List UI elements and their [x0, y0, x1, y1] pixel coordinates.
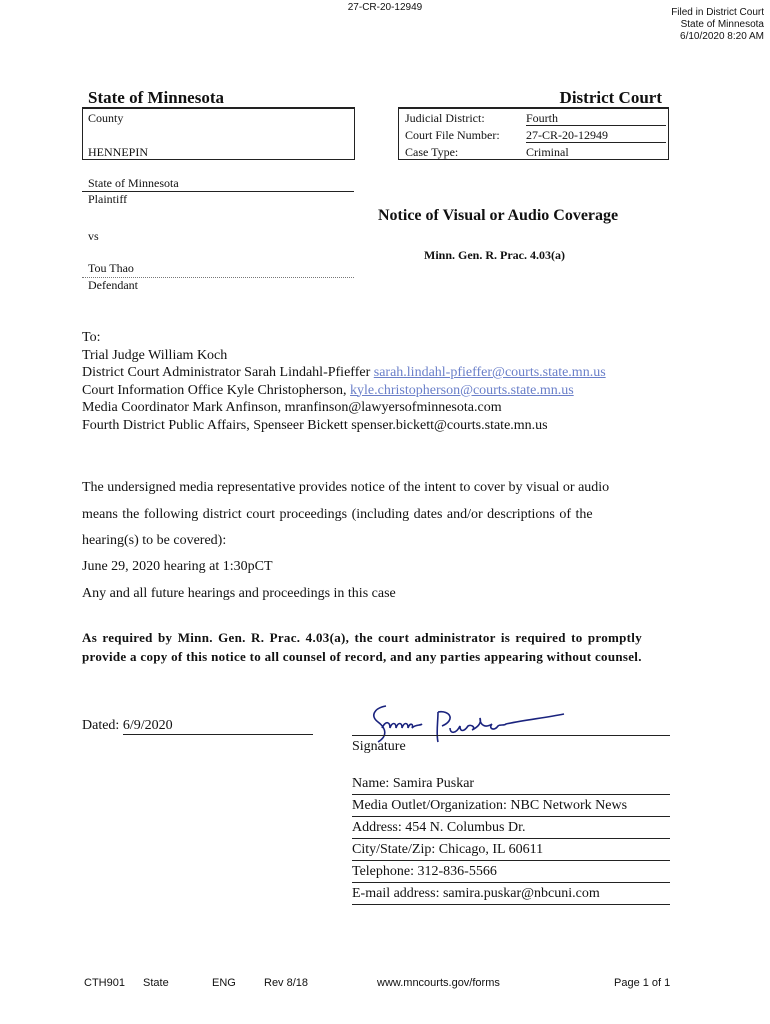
requirement-paragraph: As required by Minn. Gen. R. Prac. 4.03(a), the court administrator is required to promptly provide a copy of this notice to all counsel of record, and any parties appearing without counsel.	[82, 630, 642, 664]
administrator-email-link[interactable]: sarah.lindahl-pfieffer@courts.state.mn.us	[373, 365, 606, 380]
county-label: County	[88, 111, 124, 125]
recipient-information-office	[82, 382, 606, 400]
state-heading: State of Minnesota	[88, 88, 224, 107]
filed-line-3: 6/10/2020 8:20 AM	[680, 31, 764, 42]
filed-line-1: Filed in District Court	[671, 7, 764, 18]
recipient-administrator	[82, 364, 606, 382]
city-label: City/State/Zip:	[352, 842, 436, 857]
judicial-district-row	[405, 111, 667, 127]
outlet-label: Media Outlet/Organization:	[352, 798, 507, 813]
case-info-box	[398, 107, 669, 160]
name-field	[352, 776, 670, 795]
future-hearings: Any and all future hearings and proceedings in this case	[82, 586, 396, 601]
defendant-name: Tou Thao	[88, 261, 134, 275]
judicial-district-value: Fourth	[526, 111, 666, 126]
email-label: E-mail address:	[352, 886, 440, 901]
dated-label: Dated:	[82, 718, 120, 733]
signature-line	[352, 735, 670, 736]
body-line-3: hearing(s) to be covered):	[82, 533, 227, 548]
judicial-district-label: Judicial District:	[405, 111, 485, 125]
name-value: Samira Puskar	[392, 776, 475, 791]
body-line-1: The undersigned media representative provides notice of the intent to cover by visual or audio	[82, 480, 610, 495]
case-type-value: Criminal	[526, 145, 666, 160]
recipients-block	[82, 329, 606, 434]
footer-revision: Rev 8/18	[264, 977, 309, 989]
to-label: To:	[82, 330, 101, 345]
dated-value: 6/9/2020	[123, 718, 313, 735]
footer-url[interactable]: www.mncourts.gov/forms	[377, 977, 500, 989]
outlet-value: NBC Network News	[510, 798, 628, 813]
recipient-judge: Trial Judge William Koch	[82, 347, 228, 363]
email-field	[352, 886, 670, 905]
city-field	[352, 842, 670, 861]
case-type-row	[405, 145, 667, 161]
county-box	[82, 107, 355, 160]
defendant-label: Defendant	[88, 278, 138, 292]
information-office-email-link[interactable]: kyle.christopherson@courts.state.mn.us	[350, 382, 574, 398]
address-label: Address:	[352, 820, 402, 835]
file-number-row	[405, 128, 667, 144]
recipient-information-office-text: Court Information Office Kyle Christopherson,	[82, 382, 351, 398]
dated-field	[82, 718, 313, 735]
phone-label: Telephone:	[352, 864, 414, 879]
case-type-label: Case Type:	[405, 145, 459, 159]
file-number-value: 27-CR-20-12949	[526, 128, 666, 143]
phone-field	[352, 864, 670, 883]
filed-line-2: State of Minnesota	[680, 19, 764, 30]
footer-page-number: Page 1 of 1	[614, 977, 671, 989]
outlet-field	[352, 798, 670, 817]
hearing-date: June 29, 2020 hearing at 1:30pCT	[82, 559, 273, 574]
email-value: samira.puskar@nbcuni.com	[442, 886, 600, 901]
recipient-public-affairs: Fourth District Public Affairs, Spenseer Bickett spenser.bickett@courts.state.mn.us	[82, 417, 548, 433]
recipient-media-coordinator: Media Coordinator Mark Anfinson, mranfinson@lawyersofminnesota.com	[82, 400, 502, 415]
address-field	[352, 820, 670, 839]
footer-form-id: CTH901	[84, 977, 125, 989]
notice-title: Notice of Visual or Audio Coverage	[378, 207, 619, 224]
address-value: 454 N. Columbus Dr.	[405, 820, 526, 835]
phone-value: 312-836-5566	[417, 864, 497, 879]
county-value: HENNEPIN	[88, 145, 148, 159]
filed-stamp	[671, 7, 764, 43]
notice-rule: Minn. Gen. R. Prac. 4.03(a)	[424, 248, 565, 262]
footer-language: ENG	[212, 977, 236, 989]
plaintiff-name: State of Minnesota	[88, 176, 179, 190]
file-number-label: Court File Number:	[405, 128, 500, 142]
case-number-stamp: 27-CR-20-12949	[347, 2, 423, 13]
versus-text: vs	[88, 229, 99, 243]
city-value: Chicago, IL 60611	[438, 842, 544, 857]
footer-state: State	[143, 977, 169, 989]
plaintiff-label: Plaintiff	[88, 192, 128, 206]
body-line-2: means the following district court proceedings (including dates and/or descriptions of the	[82, 507, 593, 522]
signature-label: Signature	[352, 739, 406, 754]
name-label: Name:	[352, 776, 390, 791]
recipient-administrator-text: District Court Administrator Sarah Lindahl-Pfieffer	[82, 365, 374, 380]
court-heading: District Court	[559, 88, 662, 107]
